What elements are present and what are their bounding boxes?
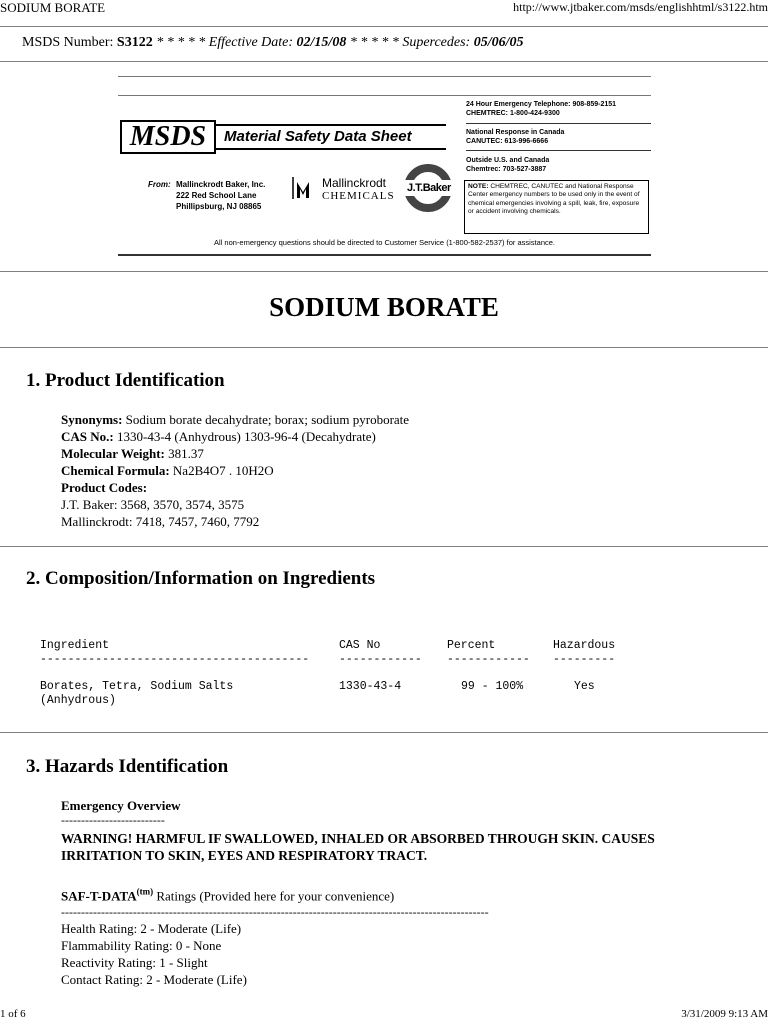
page-header-url[interactable]: http://www.jtbaker.com/msds/englishhtml/s3122.htm: [513, 0, 768, 14]
col-rule-percent: ------------: [447, 653, 530, 666]
cas-row: [61, 428, 409, 445]
note-box: [464, 180, 649, 234]
section-heading-hazards: 3. Hazards Identification: [26, 756, 229, 777]
banner-footer: All non-emergency questions should be directed to Customer Service (1-800-582-2537) for assistance.: [213, 238, 555, 247]
ratings-list: [61, 920, 247, 988]
formula-row: [61, 462, 409, 479]
address-line: 222 Red School Lane: [176, 191, 257, 200]
emergency-phone-block: [466, 100, 651, 118]
warning-line: WARNING! HARMFUL IF SWALLOWED, INHALED OR ABSORBED THROUGH SKIN. CAUSES: [61, 831, 655, 846]
document-title: SODIUM BORATE: [269, 292, 499, 322]
reactivity-rating: Reactivity Rating: 1 - Slight: [61, 955, 208, 970]
divider: [0, 347, 768, 348]
product-identification-body: [61, 411, 409, 530]
canada-block: [466, 128, 651, 146]
separator: * * * * *: [156, 35, 206, 50]
health-rating: Health Rating: 2 - Moderate (Life): [61, 921, 242, 936]
banner-rule: [118, 254, 651, 256]
ingredient-percent: 99 - 100%: [461, 680, 524, 693]
sheet-title: Material Safety Data Sheet: [216, 124, 446, 150]
msds-number: S3122: [116, 35, 153, 50]
brand-subtitle: CHEMICALS: [322, 190, 395, 202]
supercedes-label: Supercedes:: [402, 35, 471, 50]
col-header-ingredient: Ingredient: [40, 639, 110, 652]
outside-line: Chemtrec: 703-527-3887: [466, 166, 547, 173]
warning-line: IRRITATION TO SKIN, EYES AND RESPIRATORY TRACT.: [61, 848, 428, 863]
mallinckrodt-logo-icon: [292, 176, 316, 200]
canada-line: National Response in Canada: [466, 129, 565, 136]
flammability-rating: Flammability Rating: 0 - None: [61, 938, 222, 953]
note-label: NOTE:: [468, 183, 489, 190]
ingredient-cas: 1330-43-4: [339, 680, 402, 693]
divider: [0, 546, 768, 547]
col-header-hazardous: Hazardous: [553, 639, 616, 652]
ingredient-name-cont: (Anhydrous): [40, 694, 116, 707]
page-header-title: SODIUM BORATE: [0, 0, 106, 15]
overview-label: Emergency Overview: [61, 798, 181, 813]
print-timestamp: 3/31/2009 9:13 AM: [681, 1008, 768, 1020]
saf-rest: Ratings (Provided here for your convenience): [153, 888, 395, 904]
ingredient-name: Borates, Tetra, Sodium Salts: [40, 680, 234, 693]
col-rule-ingredient: ---------------------------------------: [40, 653, 310, 666]
outside-line: Outside U.S. and Canada: [466, 157, 550, 164]
address-line: Mallinckrodt Baker, Inc.: [176, 180, 266, 189]
divider: [0, 26, 768, 27]
divider: [0, 271, 768, 272]
product-codes-label: Product Codes:: [61, 480, 148, 495]
msds-info-line: [22, 35, 524, 51]
effective-date-label: Effective Date:: [208, 35, 294, 50]
contact-rating: Contact Rating: 2 - Moderate (Life): [61, 972, 247, 987]
address-line: Phillipsburg, NJ 08865: [176, 202, 262, 211]
banner-rule: [118, 76, 651, 77]
col-rule-cas: ------------: [339, 653, 422, 666]
synonyms-label: Synonyms:: [61, 412, 123, 427]
product-codes-mallinckrodt: Mallinckrodt: 7418, 7457, 7460, 7792: [61, 514, 260, 529]
divider: [0, 732, 768, 733]
jtbaker-label: J.T.Baker: [407, 182, 451, 194]
col-rule-hazardous: ---------: [553, 653, 616, 666]
msds-logo: MSDS: [120, 120, 216, 154]
separator: * * * * *: [349, 35, 399, 50]
page-counter: 1 of 6: [0, 1008, 26, 1020]
trademark: (tm): [136, 887, 154, 897]
formula-label: Chemical Formula:: [61, 463, 170, 478]
outside-block: [466, 156, 651, 174]
product-codes-jtbaker: J.T. Baker: 3568, 3570, 3574, 3575: [61, 497, 245, 512]
saf-dashes: -----------------------------------------------------------------------------------------------------------: [61, 905, 489, 919]
divider: [0, 61, 768, 62]
from-address: [176, 179, 265, 212]
banner-rule: [118, 95, 651, 96]
saf-label: SAF-T-DATA: [61, 888, 137, 904]
brand-name: Mallinckrodt: [322, 176, 387, 190]
canada-line: CANUTEC: 613-996-6666: [466, 138, 549, 145]
section-heading-composition: 2. Composition/Information on Ingredients: [26, 568, 376, 589]
col-header-cas: CAS No: [339, 639, 381, 652]
product-codes-label-row: [61, 479, 409, 496]
msds-banner: [118, 76, 651, 256]
emergency-line: 24 Hour Emergency Telephone: 908-859-2151: [466, 101, 617, 108]
ingredient-hazardous: Yes: [574, 680, 595, 693]
overview-dashes: --------------------------: [61, 813, 165, 827]
molecular-weight-label: Molecular Weight:: [61, 446, 165, 461]
from-label: From:: [148, 180, 171, 189]
molecular-weight-value: 381.37: [168, 446, 204, 461]
supercedes-date: 05/06/05: [473, 35, 524, 50]
cas-value: 1330-43-4 (Anhydrous) 1303-96-4 (Decahydrate): [116, 429, 376, 444]
synonyms-value: Sodium borate decahydrate; borax; sodium pyroborate: [125, 412, 410, 427]
mallinckrodt-brand: [322, 177, 395, 203]
msds-number-label: MSDS Number:: [22, 35, 114, 50]
molecular-weight-row: [61, 445, 409, 462]
col-header-percent: Percent: [447, 639, 496, 652]
synonyms-row: [61, 411, 409, 428]
formula-value: Na2B4O7 . 10H2O: [172, 463, 274, 478]
cas-label: CAS No.:: [61, 429, 114, 444]
section-heading-product-identification: 1. Product Identification: [26, 370, 225, 391]
rule: [466, 150, 651, 151]
warning-text: [61, 830, 655, 864]
rule: [466, 123, 651, 124]
effective-date: 02/15/08: [296, 35, 347, 50]
emergency-line: CHEMTREC: 1-800-424-9300: [466, 110, 560, 117]
saf-t-data-heading: [61, 884, 394, 904]
note-text: CHEMTREC, CANUTEC and National Response Center emergency numbers to be used only in the event of chemical emergencies involving a spill, leak, fire, exposure or accident involving chemicals.: [468, 183, 640, 216]
